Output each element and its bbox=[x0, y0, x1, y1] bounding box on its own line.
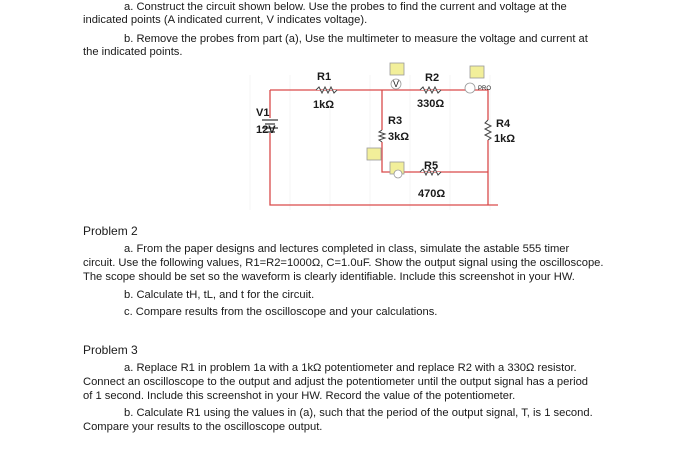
problem2-part-c: c. Compare results from the oscilloscope and your calculations. bbox=[124, 306, 438, 318]
problem2-part-a-line1: a. From the paper designs and lectures completed in class, simulate the astable 555 timer bbox=[124, 243, 570, 255]
probe-voltage-r3 bbox=[367, 148, 381, 160]
r4-value: 1kΩ bbox=[494, 133, 516, 145]
r3-value: 3kΩ bbox=[388, 131, 410, 143]
problem3-part-a-line2: Connect an oscilloscope to the output and adjust the potentiometer until the output signal has a period bbox=[83, 376, 589, 388]
grid-background bbox=[250, 75, 490, 210]
r1-resistor-symbol bbox=[316, 87, 337, 93]
r5-name: R5 bbox=[424, 160, 439, 172]
probe-current-r5 bbox=[390, 162, 404, 178]
problem1-part-b-line2: the indicated points. bbox=[83, 46, 183, 58]
r5-value: 470Ω bbox=[418, 188, 446, 200]
problem1-part-b-line1: b. Remove the probes from part (a), Use the multimeter to measure the voltage and current at bbox=[124, 33, 588, 45]
problem3-part-a-line1: a. Replace R1 in problem 1a with a 1kΩ potentiometer and replace R2 with a 330Ω resistor. bbox=[124, 362, 577, 374]
problem3-part-b-line2: Compare your results to the oscilloscope output. bbox=[83, 421, 323, 433]
problem2-part-a-line3: The scope should be set so the waveform is clearly identifiable. Include this screenshot in your HW. bbox=[83, 271, 575, 283]
probe-a-label: V bbox=[393, 79, 400, 89]
source-name: V1 bbox=[256, 107, 270, 119]
problem2-heading: Problem 2 bbox=[83, 224, 138, 238]
problem1-part-a-line1: a. Construct the circuit shown below. Use the probes to find the current and voltage at the bbox=[124, 1, 567, 13]
wire-left bbox=[270, 90, 498, 205]
r2-value: 330Ω bbox=[417, 98, 445, 110]
problem3-part-b-line1: b. Calculate R1 using the values in (a), such that the period of the output signal, T, is 1 second. bbox=[124, 407, 593, 419]
problem2-part-a-line2: circuit. Use the following values, R1=R2=1000Ω, C=1.0uF. Show the output signal using the oscilloscope. bbox=[83, 257, 604, 269]
problem3-heading: Problem 3 bbox=[83, 343, 138, 357]
problem3-part-a-line3: of 1 second. Include this screenshot in your HW. Record the value of the potentiometer. bbox=[83, 390, 516, 402]
wire-top bbox=[270, 90, 488, 205]
probe-b-label: PRO bbox=[478, 86, 492, 92]
r4-name: R4 bbox=[496, 118, 511, 130]
source-value: 12V bbox=[256, 124, 276, 136]
r1-name: R1 bbox=[317, 71, 332, 83]
r2-name: R2 bbox=[425, 72, 440, 84]
r2-resistor-symbol bbox=[420, 87, 441, 93]
r1-value: 1kΩ bbox=[313, 99, 335, 111]
problem1-part-a-line2: indicated points (A indicated current, V indicates voltage). bbox=[83, 14, 368, 26]
r3-name: R3 bbox=[388, 115, 403, 127]
problem2-part-b: b. Calculate tH, tL, and t for the circuit. bbox=[124, 289, 315, 301]
r3-resistor-symbol bbox=[379, 130, 385, 142]
